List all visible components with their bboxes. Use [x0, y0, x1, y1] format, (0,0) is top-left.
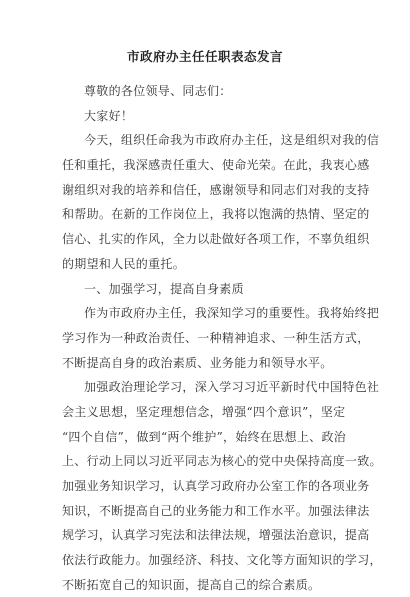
text-line: 不断提高自身的政治素质、业务能力和领导水平。: [62, 355, 333, 370]
text-line: 的期望和人民的重托。: [62, 256, 186, 271]
text-line: 依法行政能力。加强经济、科技、文化等方面知识的学习，: [62, 553, 382, 568]
document-title: 市政府办主任任职表态发言: [126, 49, 283, 64]
document-body: [62, 79, 386, 597]
text-line: 信心、扎实的作风，全力以赴做好各项工作，不辜负组织: [62, 232, 370, 247]
text-line: 谢组织对我的培养和信任，感谢领导和同志们对我的支持: [62, 182, 370, 197]
text-line: 和帮助。在新的工作岗位上，我将以饱满的热情、坚定的: [62, 207, 370, 222]
text-line: 会主义思想，坚定理想信念，增强“四个意识”，坚定: [62, 404, 346, 419]
text-line: 加强业务知识学习，认真学习政府办公室工作的各项业务: [62, 479, 370, 493]
text-line: 知识，不断提高自己的业务能力和工作水平。加强法律法: [62, 503, 370, 518]
text-line: 今天，组织任命我为市政府办主任，这是组织对我的信: [84, 133, 380, 148]
text-line: 加强政治理论学习，深入学习习近平新时代中国特色社: [84, 380, 380, 395]
text-line: “四个自信”，做到“两个维护”，始终在思想上、政治: [62, 429, 347, 444]
text-line: 一、加强学习，提高自身素质: [84, 281, 244, 296]
text-line: 不断拓宽自己的知识面，提高自己的综合素质。: [62, 577, 321, 592]
text-line: 任和重托，我深感责任重大、使命光荣。在此，我衷心感: [62, 158, 370, 173]
text-line: 尊敬的各位领导、同志们：: [84, 84, 232, 98]
text-line: 作为市政府办主任，我深知学习的重要性。我将始终把: [84, 306, 380, 321]
text-line: 大家好！: [84, 108, 134, 123]
text-line: 学习作为一种政治责任、一种精神追求、一种生活方式，: [62, 330, 370, 345]
text-line: 上、行动上同以习近平同志为核心的党中央保持高度一致。: [62, 454, 382, 469]
text-line: 规学习，认真学习宪法和法律法规，增强法治意识，提高: [62, 528, 370, 543]
